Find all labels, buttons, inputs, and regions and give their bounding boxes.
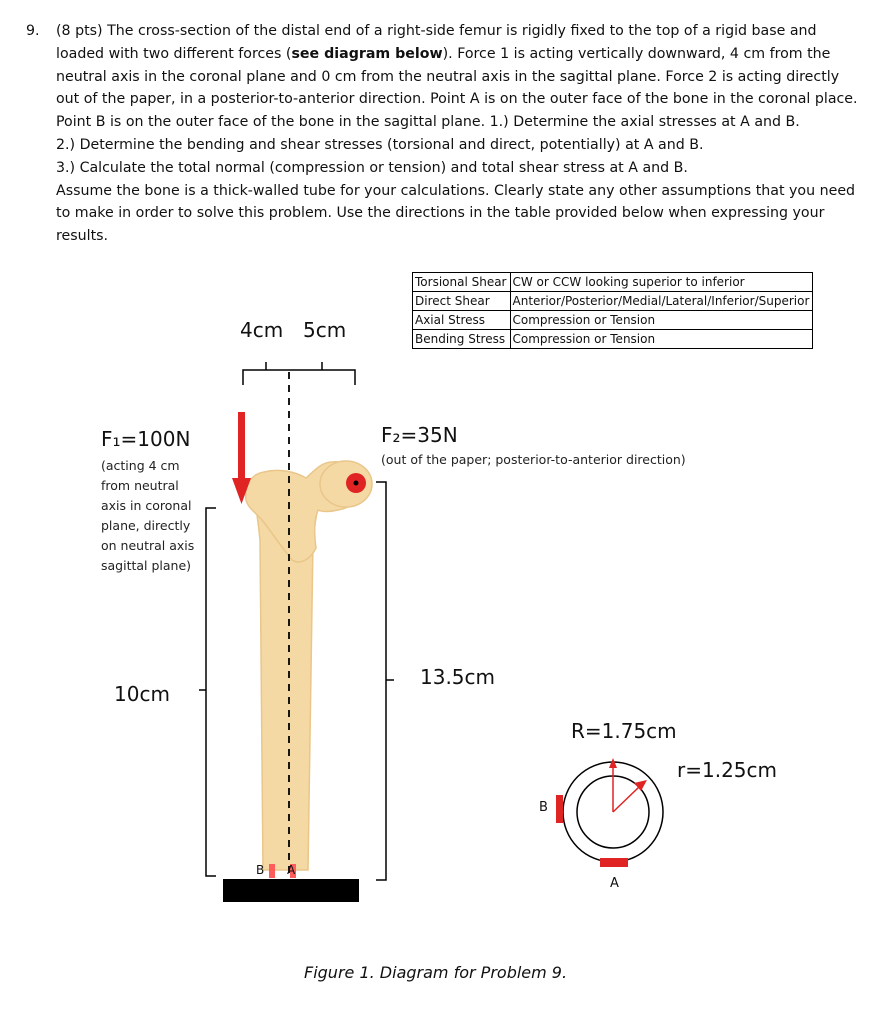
table-value: Compression or Tension (510, 311, 813, 330)
section-point-a-label: A (610, 876, 619, 891)
height-bracket-right (376, 482, 394, 880)
offset-left-label: 4cm (240, 318, 284, 342)
table-label: Direct Shear (413, 292, 511, 311)
height-right-label: 13.5cm (420, 665, 496, 689)
problem-number: 9. (26, 23, 40, 39)
rigid-base (223, 879, 359, 902)
table-label: Axial Stress (413, 311, 511, 330)
outer-radius-arrowhead (609, 758, 617, 768)
offset-right-label: 5cm (303, 318, 347, 342)
assumption-text: Assume the bone is a thick-walled tube for your calculations. Clearly state any other assumptions that you need to make in order to solve this problem. Use the directions in the table provided below when expressing your results. (56, 182, 856, 245)
section-point-a (600, 858, 628, 867)
offset-bracket-right (289, 362, 355, 385)
height-left-label: 10cm (114, 682, 170, 706)
base-point-a-label: A (287, 863, 296, 877)
table-label: Torsional Shear (413, 273, 511, 292)
task-3: 3.) Calculate the total normal (compression or tension) and total shear stress at A and B. (56, 159, 688, 176)
f1-arrow-shaft (238, 412, 245, 480)
table-label: Bending Stress (413, 330, 511, 349)
outer-radius-label: R=1.75cm (571, 719, 677, 743)
section-point-b (556, 795, 563, 823)
table-value: Anterior/Posterior/Medial/Lateral/Inferior/Superior (510, 292, 813, 311)
f2-force-dot (354, 481, 359, 486)
f1-note-line: axis in coronal (101, 498, 192, 513)
f1-note-line: (acting 4 cm (101, 458, 180, 473)
f1-note-line: on neutral axis (101, 538, 195, 553)
intro-text-2: ). Force 1 is acting vertically downward, 4 cm from the neutral axis in the coronal plane and 0 cm from the neutral axis in the sagittal plane. Force 2 is acting directly out of the paper, in a posterior-to-anterior direction. Point A is on the outer face of the bone in the coronal place. Point B is on the outer face of the bone in the sagittal plane. 1.) Determine the axial stresses at A and B. (56, 45, 858, 131)
f1-note-line: from neutral (101, 478, 179, 493)
intro-bold: see diagram below (291, 45, 443, 62)
intro-text: (8 pts) The cross-section of the distal end of a right-side femur is rigidly fixed to the top of a rigid base and loaded with two different forces ( (56, 23, 817, 62)
inner-radius-line (613, 787, 639, 812)
f1-title: F₁=100N (101, 427, 191, 451)
f2-title: F₂=35N (381, 423, 458, 447)
height-bracket-left (199, 508, 216, 876)
task-2: 2.) Determine the bending and shear stresses (torsional and direct, potentially) at A and B. (56, 136, 704, 153)
inner-radius-label: r=1.25cm (677, 758, 777, 782)
section-point-b-label: B (539, 800, 548, 815)
base-point-b-label: B (256, 863, 265, 877)
offset-bracket-left (243, 362, 289, 385)
figure-caption: Figure 1. Diagram for Problem 9. (304, 963, 568, 982)
table-value: Compression or Tension (510, 330, 813, 349)
point-b-marker (269, 864, 275, 878)
f1-note-line: plane, directly (101, 518, 191, 533)
f1-note (101, 456, 194, 576)
table-value: CW or CCW looking superior to inferior (510, 273, 813, 292)
f2-note: (out of the paper; posterior-to-anterior direction) (381, 452, 686, 467)
f1-note-line: sagittal plane) (101, 558, 192, 573)
